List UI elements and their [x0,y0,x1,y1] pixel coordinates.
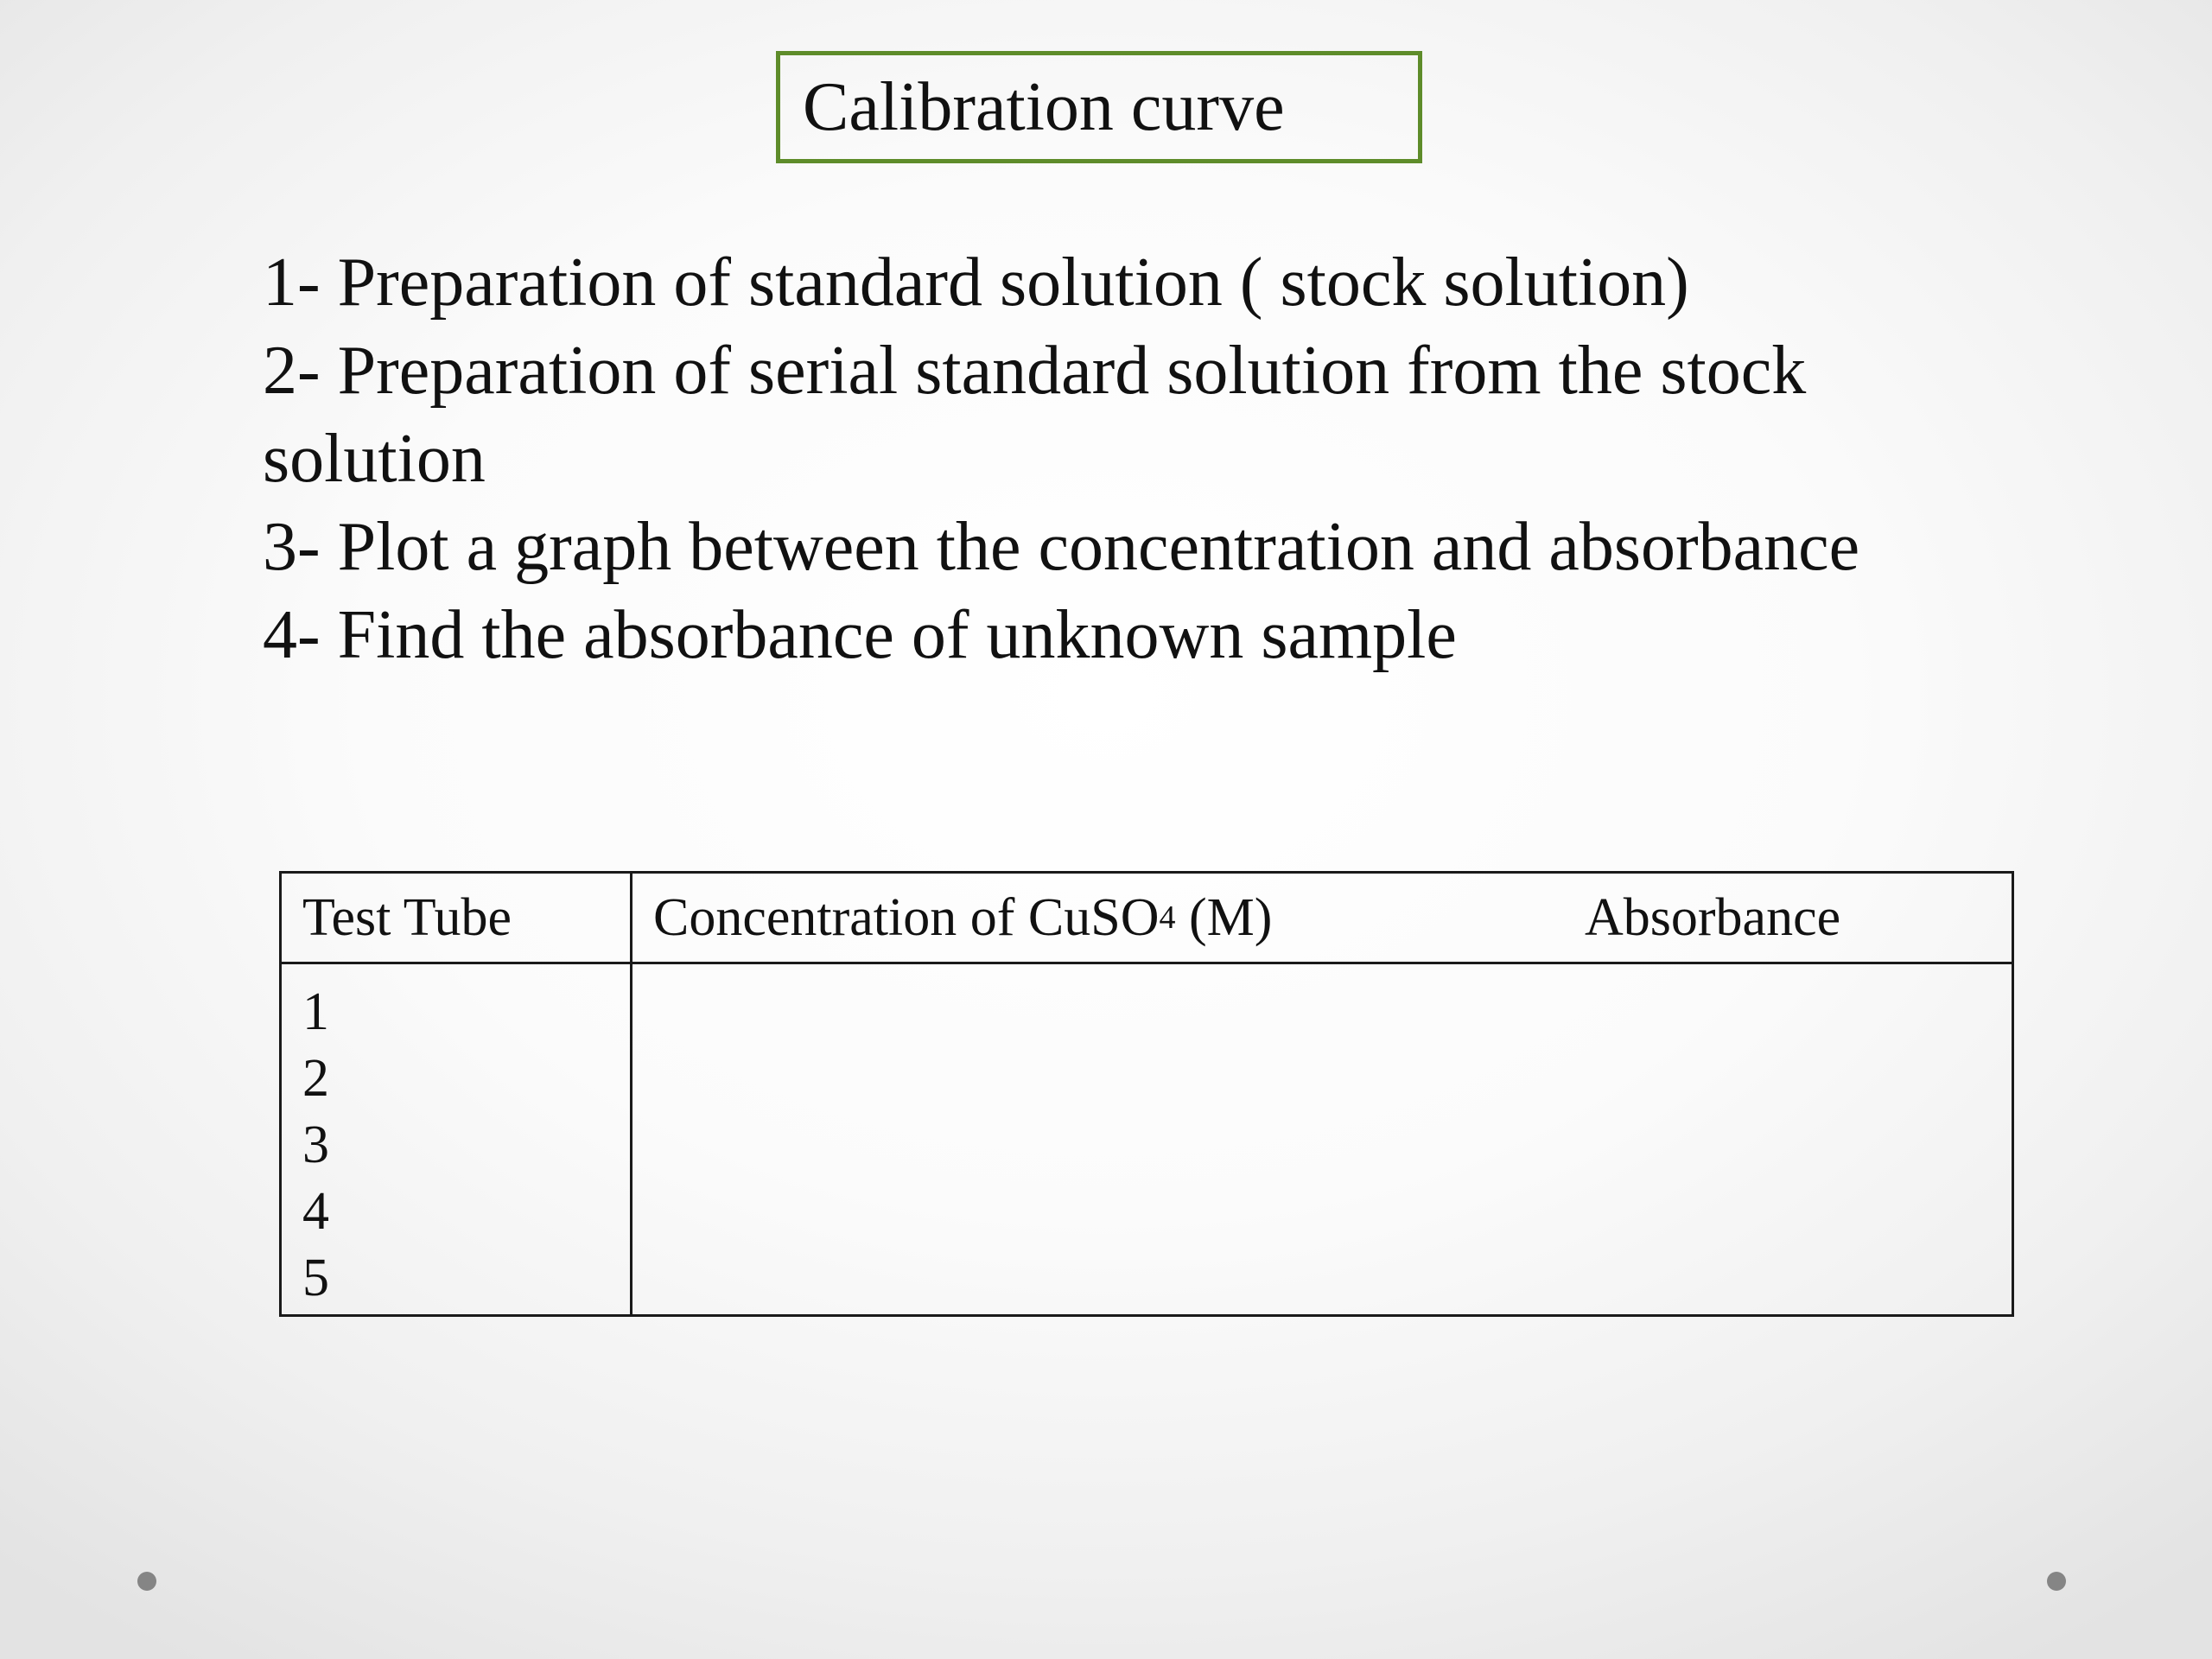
table-row: 1 [302,982,329,1041]
table-row: 3 [302,1116,329,1174]
header-test-tube: Test Tube [302,887,512,947]
procedure-steps [263,238,2034,679]
step-2: 2- Preparation of serial standard solution from the stock [263,333,1807,409]
header-absorbance: Absorbance [1585,887,1841,947]
step-1: 1- Preparation of standard solution ( stock solution) [263,245,1689,321]
step-2-continued: solution [263,421,486,497]
header-concentration: Concentration of CuSO 4 (M) [653,887,1273,947]
step-4: 4- Find the absorbance of unknown sample [263,597,1457,673]
nav-dot-left[interactable] [137,1572,156,1591]
table-row: 4 [302,1182,329,1241]
table-row: 2 [302,1049,329,1108]
table-row: 5 [302,1249,329,1307]
header-concentration-unit: (M) [1175,887,1273,947]
header-concentration-text: Concentration of CuSO [653,887,1160,947]
column-divider [630,874,632,1314]
calibration-table [279,871,2014,1317]
test-tube-list [302,979,329,1312]
slide-title: Calibration curve [803,69,1285,145]
step-3: 3- Plot a graph between the concentration and absorbance [263,509,1860,585]
nav-dot-right[interactable] [2047,1572,2066,1591]
title-box [776,51,1422,163]
